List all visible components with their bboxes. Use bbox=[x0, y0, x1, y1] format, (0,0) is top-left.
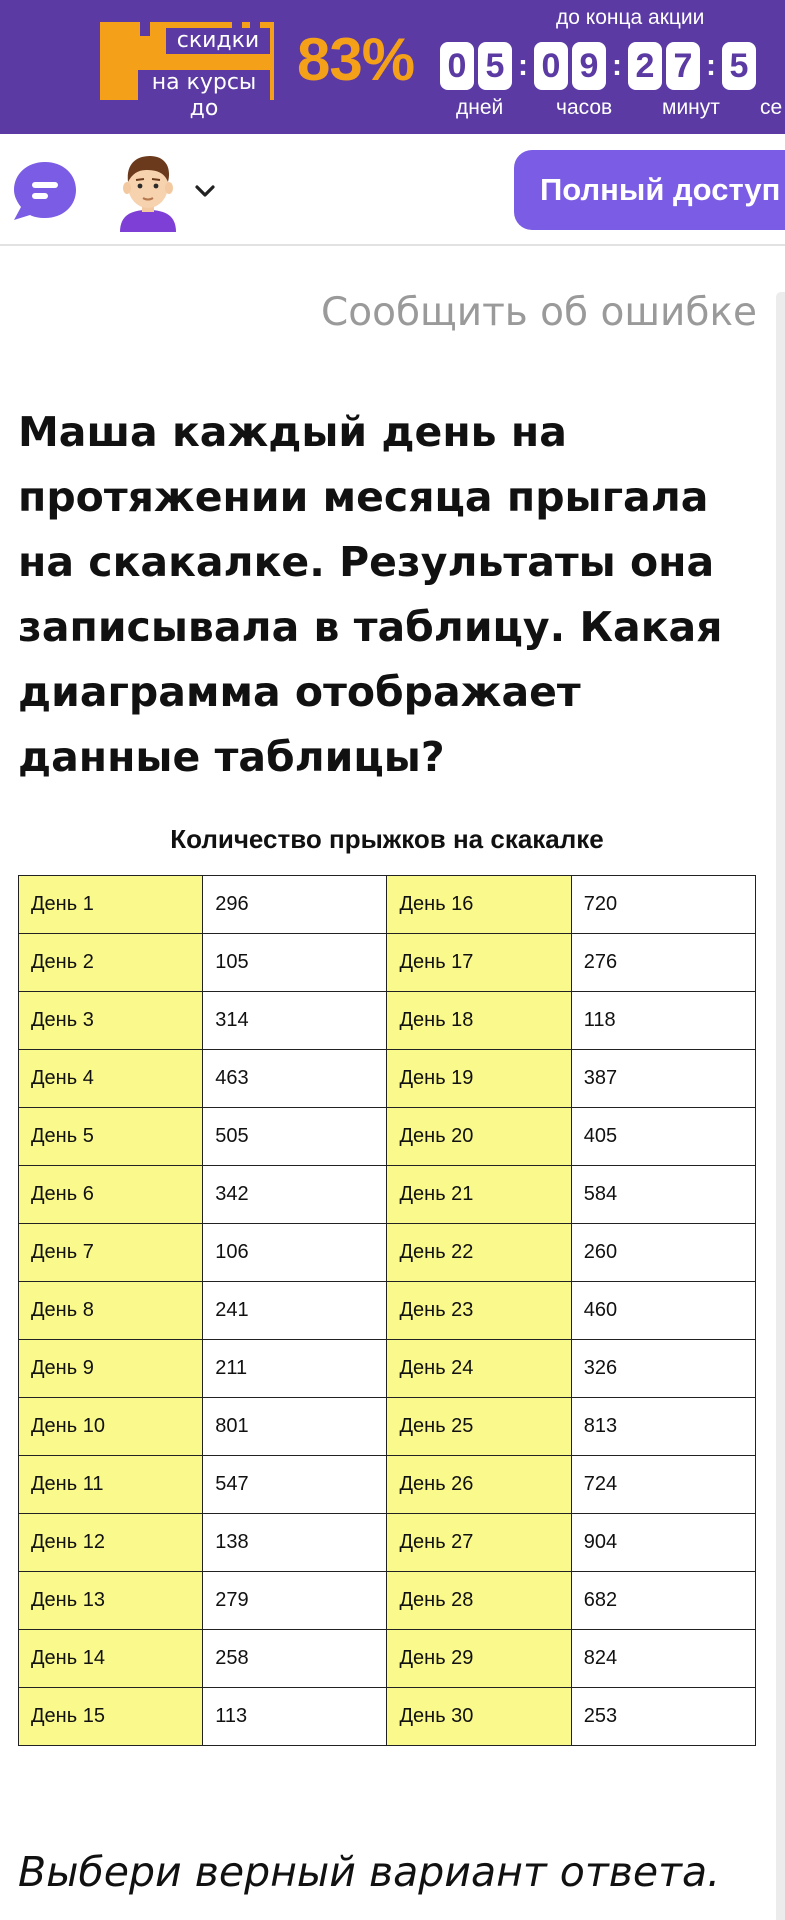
jump-count-cell: 314 bbox=[203, 992, 387, 1050]
day-cell: День 15 bbox=[19, 1688, 203, 1746]
day-cell: День 19 bbox=[387, 1050, 571, 1108]
jump-count-cell: 460 bbox=[571, 1282, 755, 1340]
countdown-digit: 9 bbox=[572, 42, 606, 90]
scrollbar[interactable] bbox=[776, 292, 785, 1920]
countdown-label: до конца акции bbox=[556, 6, 705, 29]
table-row bbox=[19, 1050, 756, 1108]
jump-count-cell: 211 bbox=[203, 1340, 387, 1398]
jump-count-cell: 720 bbox=[571, 876, 755, 934]
day-cell: День 8 bbox=[19, 1282, 203, 1340]
table-row bbox=[19, 934, 756, 992]
countdown-unit-days: дней bbox=[456, 96, 504, 119]
countdown-digit: 5 bbox=[722, 42, 756, 90]
chevron-down-icon[interactable] bbox=[192, 178, 218, 204]
jump-count-cell: 904 bbox=[571, 1514, 755, 1572]
day-cell: День 23 bbox=[387, 1282, 571, 1340]
day-cell: День 30 bbox=[387, 1688, 571, 1746]
table-row bbox=[19, 876, 756, 934]
promo-banner[interactable] bbox=[0, 0, 785, 134]
site-header bbox=[0, 134, 785, 246]
jump-count-cell: 241 bbox=[203, 1282, 387, 1340]
jump-count-cell: 584 bbox=[571, 1166, 755, 1224]
day-cell: День 14 bbox=[19, 1630, 203, 1688]
day-cell: День 28 bbox=[387, 1572, 571, 1630]
jump-count-cell: 387 bbox=[571, 1050, 755, 1108]
table-row bbox=[19, 1166, 756, 1224]
table-row bbox=[19, 1282, 756, 1340]
day-cell: День 12 bbox=[19, 1514, 203, 1572]
discount-logo bbox=[100, 22, 274, 121]
table-title: Количество прыжков на скакалке bbox=[170, 824, 604, 854]
full-access-button[interactable]: Полный доступ bbox=[514, 150, 785, 230]
day-cell: День 17 bbox=[387, 934, 571, 992]
countdown-separator: : bbox=[612, 49, 622, 82]
countdown-digit: 0 bbox=[534, 42, 568, 90]
day-cell: День 10 bbox=[19, 1398, 203, 1456]
day-cell: День 11 bbox=[19, 1456, 203, 1514]
day-cell: День 24 bbox=[387, 1340, 571, 1398]
countdown-separator: : bbox=[518, 49, 528, 82]
table-row bbox=[19, 1398, 756, 1456]
day-cell: День 20 bbox=[387, 1108, 571, 1166]
jump-count-cell: 113 bbox=[203, 1688, 387, 1746]
jump-count-cell: 326 bbox=[571, 1340, 755, 1398]
countdown-timer bbox=[440, 42, 760, 90]
day-cell: День 4 bbox=[19, 1050, 203, 1108]
day-cell: День 29 bbox=[387, 1630, 571, 1688]
day-cell: День 5 bbox=[19, 1108, 203, 1166]
discount-logo-line1: скидки bbox=[166, 28, 270, 54]
jump-count-cell: 405 bbox=[571, 1108, 755, 1166]
report-error-link[interactable]: Сообщить об ошибке bbox=[321, 290, 757, 335]
countdown-unit-hours: часов bbox=[556, 96, 613, 119]
day-cell: День 3 bbox=[19, 992, 203, 1050]
countdown-unit-minutes: минут bbox=[662, 96, 720, 119]
table-row bbox=[19, 1688, 756, 1746]
jump-count-table bbox=[18, 875, 756, 1746]
day-cell: День 18 bbox=[387, 992, 571, 1050]
table-row bbox=[19, 1108, 756, 1166]
choose-answer-prompt: Выбери верный вариант ответа. bbox=[18, 1848, 721, 1896]
jump-count-cell: 296 bbox=[203, 876, 387, 934]
jump-count-cell: 258 bbox=[203, 1630, 387, 1688]
discount-percent: 83% bbox=[297, 26, 415, 93]
countdown-digit: 7 bbox=[666, 42, 700, 90]
question-text: Маша каждый день на протяжении месяца прыгала на скакалке. Результаты она записывала в таблицу. Какая диаграмма отображает данные таблицы? bbox=[18, 408, 723, 781]
countdown-digit: 5 bbox=[478, 42, 512, 90]
jump-count-cell: 260 bbox=[571, 1224, 755, 1282]
jump-count-cell: 279 bbox=[203, 1572, 387, 1630]
boy-avatar-icon[interactable] bbox=[116, 152, 180, 232]
table-row bbox=[19, 1630, 756, 1688]
chat-bubble-icon[interactable] bbox=[12, 160, 78, 222]
jump-count-cell: 463 bbox=[203, 1050, 387, 1108]
jump-count-cell: 682 bbox=[571, 1572, 755, 1630]
day-cell: День 16 bbox=[387, 876, 571, 934]
table-row bbox=[19, 1572, 756, 1630]
countdown-unit-seconds: се bbox=[760, 96, 783, 119]
jump-count-cell: 505 bbox=[203, 1108, 387, 1166]
day-cell: День 1 bbox=[19, 876, 203, 934]
jump-count-cell: 801 bbox=[203, 1398, 387, 1456]
day-cell: День 22 bbox=[387, 1224, 571, 1282]
day-cell: День 13 bbox=[19, 1572, 203, 1630]
jump-count-cell: 824 bbox=[571, 1630, 755, 1688]
jump-count-cell: 118 bbox=[571, 992, 755, 1050]
discount-logo-line2: на курсы до bbox=[138, 70, 270, 122]
jump-count-cell: 106 bbox=[203, 1224, 387, 1282]
day-cell: День 2 bbox=[19, 934, 203, 992]
day-cell: День 7 bbox=[19, 1224, 203, 1282]
jump-count-cell: 138 bbox=[203, 1514, 387, 1572]
table-row bbox=[19, 1456, 756, 1514]
jump-count-cell: 253 bbox=[571, 1688, 755, 1746]
jump-count-cell: 547 bbox=[203, 1456, 387, 1514]
jump-count-cell: 276 bbox=[571, 934, 755, 992]
table-row bbox=[19, 1514, 756, 1572]
day-cell: День 6 bbox=[19, 1166, 203, 1224]
table-row bbox=[19, 1340, 756, 1398]
jump-count-cell: 105 bbox=[203, 934, 387, 992]
jump-count-cell: 342 bbox=[203, 1166, 387, 1224]
table-row bbox=[19, 1224, 756, 1282]
countdown-digit: 2 bbox=[628, 42, 662, 90]
table-row bbox=[19, 992, 756, 1050]
day-cell: День 27 bbox=[387, 1514, 571, 1572]
jump-count-cell: 813 bbox=[571, 1398, 755, 1456]
day-cell: День 9 bbox=[19, 1340, 203, 1398]
countdown-separator: : bbox=[706, 49, 716, 82]
day-cell: День 21 bbox=[387, 1166, 571, 1224]
jump-count-cell: 724 bbox=[571, 1456, 755, 1514]
countdown-digit: 0 bbox=[440, 42, 474, 90]
day-cell: День 25 bbox=[387, 1398, 571, 1456]
day-cell: День 26 bbox=[387, 1456, 571, 1514]
